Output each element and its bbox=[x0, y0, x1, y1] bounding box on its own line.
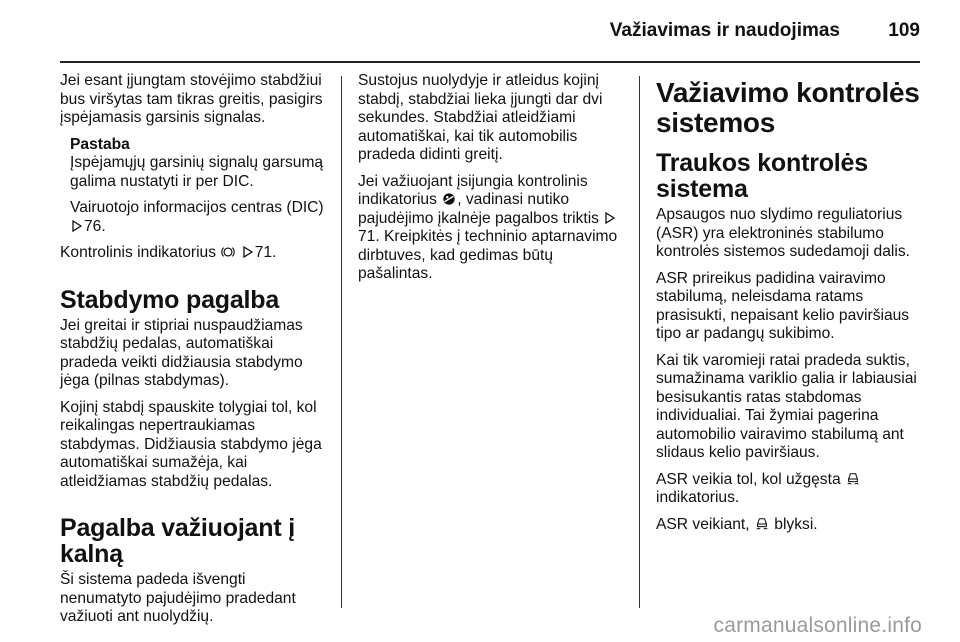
hill-hold-fault-text: Jei važiuojant įsijungia kontrolinis indikatorius , vadinasi nutiko pajudėjimo įkalnėje pagalbos triktis 71. Kreipkitės į techninio aptarnavimo dirbtuves, kad gedimas būtų pašalintas. bbox=[358, 172, 618, 282]
hill-hold-release-text: Sustojus nuolydyje ir atleidus kojinį stabdį, stabdžiai lieka įjungti dar dvi sekundes. Stabdžiai atleidžiami automatiškai, kai tik automobilis pradeda didinti greitį. bbox=[358, 72, 603, 163]
column-divider-2 bbox=[639, 76, 640, 608]
hill-start-assist-text: Ši sistema padeda išvengti nenumatyto pajudėjimo pradedant važiuoti ant nuolydžių. bbox=[60, 571, 296, 625]
note-title: Pastaba bbox=[70, 135, 130, 153]
hill-hold-indicator-icon bbox=[442, 192, 456, 206]
brake-assist-text-1: Jei greitai ir stipriai nuspaudžiamas stabdžių pedalas, automatiškai pradeda veikti didžiausia stabdymo jėga (pilnas stabdymas). bbox=[60, 316, 303, 389]
column-left bbox=[60, 72, 328, 635]
section-heading-traction-control: Traukos kontrolės sistema bbox=[656, 149, 868, 203]
column-right bbox=[656, 72, 928, 542]
page-number: 109 bbox=[888, 20, 920, 41]
esc-traction-icon bbox=[755, 517, 769, 531]
header-divider bbox=[60, 61, 920, 63]
asr-text-1: Apsaugos nuo slydimo reguliatorius (ASR) yra elektroninės stabilumo kontrolės sistemos sudedamoji dalis. bbox=[656, 206, 910, 260]
column-divider-1 bbox=[341, 76, 342, 608]
reference-arrow-icon bbox=[72, 220, 82, 232]
brake-indicator-icon bbox=[221, 245, 235, 259]
asr-text-5: ASR veikiant, blyksi. bbox=[656, 515, 818, 533]
section-heading-brake-assist: Stabdymo pagalba bbox=[60, 285, 280, 314]
asr-text-2: ASR prireikus padidina vairavimo stabilumą, neleisdama ratams prasisukti, nepaisant kelio paviršiaus tipo ar padangų sukibimo. bbox=[656, 269, 910, 342]
indicator-reference: Kontrolinis indikatorius 71. bbox=[60, 244, 277, 261]
reference-arrow-icon bbox=[605, 212, 615, 224]
page-header bbox=[0, 0, 960, 62]
note-reference: Vairuotojo informacijos centras (DIC) 76. bbox=[70, 199, 324, 235]
asr-text-4: ASR veikia tol, kol užgęsta indikatorius. bbox=[656, 471, 928, 508]
page-reference-link[interactable]: 71. bbox=[358, 228, 380, 245]
chapter-heading-driving-control: Važiavimo kontrolės sistemos bbox=[656, 77, 920, 138]
reference-arrow-icon bbox=[243, 246, 253, 258]
asr-text-3: Kai tik varomieji ratai pradeda suktis, sumažinama variklio galia ir labiausiai besisukantis ratas stabdomas individualiai. Tai žymiai pagerina automobilio vairavimo stabilumą ant slidaus kelio paviršiaus. bbox=[656, 351, 917, 461]
esc-traction-icon bbox=[846, 472, 860, 486]
note-text: Įspėjamųjų garsinių signalų garsumą galima nustatyti ir per DIC. bbox=[70, 154, 324, 190]
page-reference-link[interactable]: 71. bbox=[254, 244, 277, 261]
note-block bbox=[70, 136, 328, 237]
brake-assist-text-2: Kojinį stabdį spauskite tolygiai tol, kol reikalingas nepertraukiamas stabdymas. Didžiausia stabdymo jėga automatiškai sumažėja, kai atleidžiamas stabdžių pedalas. bbox=[60, 398, 322, 490]
parking-brake-warning-text: Jei esant įjungtam stovėjimo stabdžiui bus viršytas tam tikras greitis, pasigirs įspėjamasis garsinis signalas. bbox=[60, 72, 323, 126]
watermark: carmanualsonline.info bbox=[713, 614, 922, 637]
section-heading-hill-start-assist: Pagalba važiuojant į kalną bbox=[60, 514, 295, 568]
header-title: Važiavimas ir naudojimas bbox=[609, 20, 840, 41]
page-reference-link[interactable]: 76. bbox=[84, 217, 106, 235]
column-middle bbox=[358, 72, 626, 292]
